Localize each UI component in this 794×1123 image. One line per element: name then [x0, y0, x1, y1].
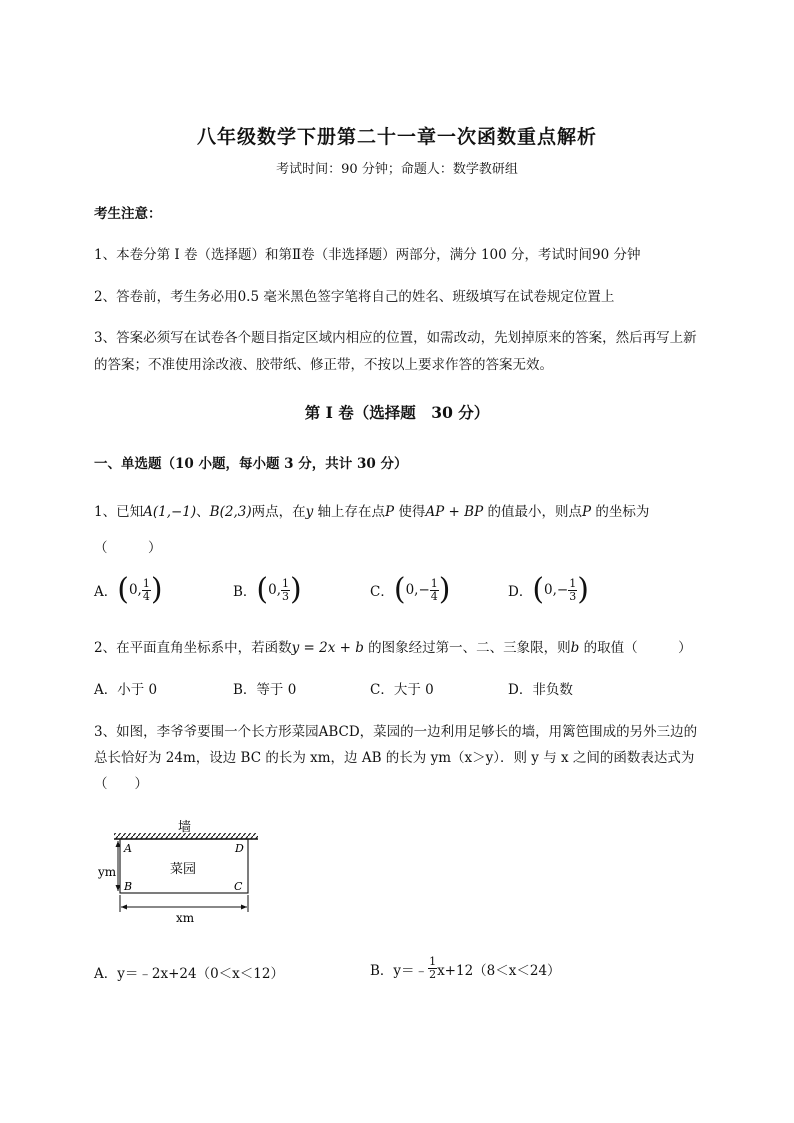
q2-option-a[interactable]: A．小于 0: [94, 682, 158, 698]
option-lead: 0,: [268, 582, 282, 598]
paren-left: (: [393, 572, 406, 607]
option-label: C．: [370, 584, 394, 600]
page-title: 八年级数学下册第二十一章一次函数重点解析: [196, 126, 597, 148]
paren-left: (: [532, 572, 545, 607]
label-a: A: [124, 842, 132, 855]
q1-expr: AP + BP: [425, 504, 484, 520]
option-lead: 0,: [128, 582, 142, 598]
question-1-stem: [94, 500, 649, 520]
notice-item-1: 1、本卷分第 I 卷（选择题）和第Ⅱ卷（非选择题）两部分，满分 100 分，考试时间90 分钟: [94, 247, 641, 263]
q2-mid: 的图象经过第一、二、三象限，则: [363, 640, 571, 656]
label-c: C: [234, 880, 243, 893]
option-b-suffix: x+12（8＜x＜24）: [437, 962, 561, 979]
fraction: $\frac{1}{4}$: [430, 576, 438, 603]
q1-mid3: 使得: [394, 504, 426, 520]
q1-option-c[interactable]: [370, 572, 451, 607]
x-dimension-label: xm: [176, 911, 195, 925]
option-b-prefix: B．y＝﹣: [370, 962, 429, 979]
q2-options: [94, 678, 714, 698]
x-arrow-left: [121, 905, 127, 910]
q1-point-b: B(2,3): [209, 504, 252, 520]
question-3-line-2: 总长恰好为 24m，设边 BC 的长为 xm，边 AB 的长为 ym（x＞y）．则 y 与 x 之间的函数表达式为: [94, 750, 695, 766]
part1-heading: 第 I 卷（选择题 30 分）: [304, 403, 490, 422]
q2-option-c[interactable]: C．大于 0: [370, 682, 434, 698]
option-lead: 0,−: [544, 582, 569, 598]
question-3-line-1: 3、如图，李爷爷要围一个长方形菜园ABCD，菜园的一边利用足够长的墙，用篱笆围成的另外三边的: [94, 724, 698, 740]
q3-blank: （ ）: [94, 776, 148, 792]
q1-mid2: 轴上存在点: [313, 504, 386, 520]
fraction: $\frac{1}{3}$: [569, 576, 577, 603]
q1-prefix: 1、已知: [94, 504, 144, 520]
notice-item-3-cont: 的答案；不准使用涂改液、胶带纸、修正带，不按以上要求作答的答案无效。: [94, 357, 553, 373]
q1-suffix: 的坐标为: [591, 504, 650, 520]
paren-right: ): [150, 572, 163, 607]
q1-option-d[interactable]: [508, 572, 589, 607]
label-b: B: [124, 880, 133, 893]
q1-p2: P: [581, 504, 592, 520]
q1-option-b[interactable]: [233, 572, 302, 607]
fraction: $\frac{1}{3}$: [282, 576, 290, 603]
exam-subtitle: 考试时间：90 分钟；命题人：数学教研组: [276, 162, 518, 177]
option-lead: 0,−: [405, 582, 430, 598]
paren-right: ): [438, 572, 451, 607]
y-dimension-label: ym: [98, 865, 117, 879]
paren-right: ): [577, 572, 589, 607]
paren-right: ): [290, 572, 302, 607]
q1-options: [94, 572, 714, 615]
notice-heading: 考生注意：: [94, 206, 162, 222]
q1-mid1: 两点，在: [251, 504, 306, 520]
question-2-stem: [94, 636, 692, 656]
wall-label: 墙: [178, 820, 192, 835]
q1-p1: P: [385, 504, 395, 520]
q2-option-b[interactable]: B．等于 0: [233, 682, 297, 698]
option-label: A．: [94, 584, 118, 600]
garden-label: 菜园: [170, 862, 197, 877]
q1-axis: y: [305, 504, 314, 520]
q3-option-b[interactable]: [370, 956, 561, 981]
option-label: D．: [508, 584, 533, 600]
q1-mid4: 的值最小，则点: [483, 504, 582, 520]
paren-left: (: [256, 572, 269, 607]
notice-item-2: 2、答卷前，考生务必用0.5 毫米黑色签字笔将自己的姓名、班级填写在试卷规定位置上: [94, 289, 615, 305]
notice-item-3: 3、答案必须写在试卷各个题目指定区域内相应的位置，如需改动，先划掉原来的答案，然后再写上新: [94, 330, 697, 346]
label-d: D: [235, 842, 244, 855]
x-arrow-right: [241, 905, 247, 910]
q1-sep: 、: [196, 504, 210, 520]
q2-var: b: [570, 640, 580, 656]
garden-diagram: [98, 818, 268, 928]
fraction: $\frac{1}{4}$: [142, 576, 150, 603]
q1-option-a[interactable]: [94, 572, 163, 607]
option-label: B．: [233, 584, 257, 600]
section-heading: 一、单选题（10 小题，每小题 3 分，共计 30 分）: [94, 456, 408, 472]
q2-func: y = 2x + b: [291, 640, 364, 656]
q2-suffix: 的取值（ ）: [579, 640, 692, 656]
q1-blank: （ ）: [94, 540, 162, 556]
q2-prefix: 2、在平面直角坐标系中，若函数: [94, 640, 292, 656]
fraction: $\frac{1}{2}$: [429, 955, 437, 981]
q3-option-a[interactable]: A．y＝﹣2x+24（0＜x＜12）: [94, 966, 284, 982]
q1-point-a: A(1,−1): [143, 504, 197, 520]
q2-option-d[interactable]: D．非负数: [508, 682, 573, 698]
paren-left: (: [117, 572, 129, 607]
q3-options: [94, 956, 714, 986]
